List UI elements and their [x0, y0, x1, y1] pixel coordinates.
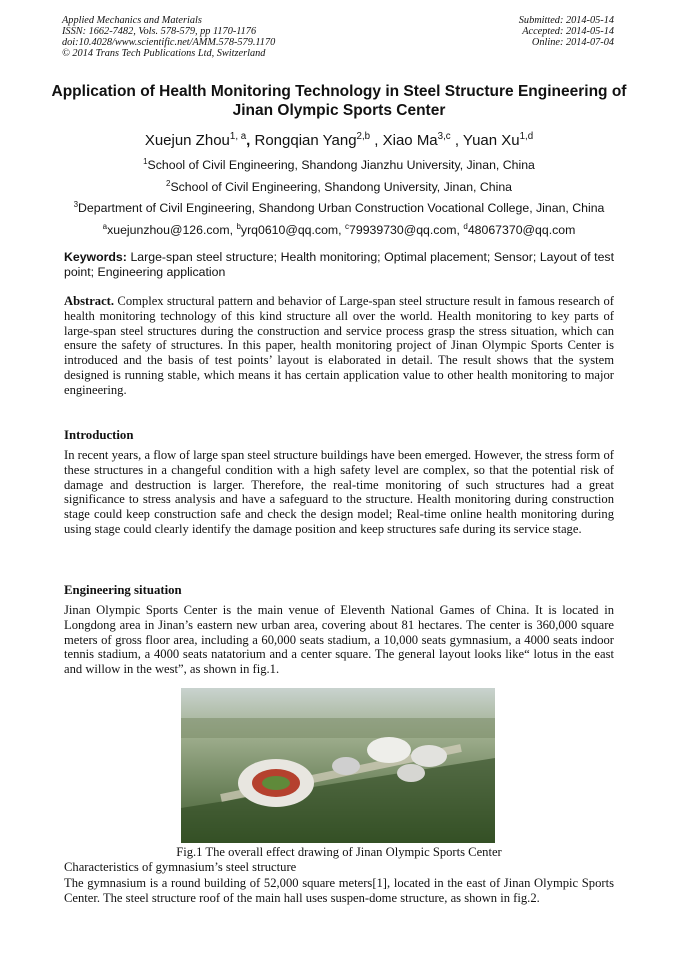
figure-caption: Fig.1 The overall effect drawing of Jinan Olympic Sports Center: [176, 845, 502, 859]
paper-title: Application of Health Monitoring Technology in Steel Structure Engineering of Jinan Olympic Sports Center: [51, 83, 627, 119]
figure-aerial-rendering: [181, 688, 495, 843]
keywords: [64, 250, 614, 280]
abstract-label: Abstract.: [64, 294, 115, 308]
online-date: Online: 2014-07-04: [531, 37, 614, 48]
email-sup: c: [345, 222, 350, 231]
author-name: Xiao Ma: [382, 132, 438, 149]
keywords-label: Keywords:: [64, 250, 127, 264]
author-sup: 2,b: [356, 131, 371, 142]
situation-paragraph: Jinan Olympic Sports Center is the main venue of Eleventh National Games of China. It is located in Longdong area in Jinan’s eastern new urban area, covering about 81 hectares. The center is 360,000 square meters of gross floor area, including a 60,000 seats stadium, a 10,000 seats gymnasium, a 4000 seats indoor tennis stadium, a 4000 seats natatorium and a center square. The general layout looks like“ lotus in the east and willow in the west”, as shown in fig.1.: [64, 603, 614, 677]
submitted-date: Submitted: 2014-05-14: [518, 15, 614, 26]
email: 48067370@qq.com: [467, 223, 576, 238]
dates: [519, 15, 614, 48]
author-name: Yuan Xu: [462, 132, 520, 149]
email-sup: d: [463, 222, 468, 231]
gym-paragraph: The gymnasium is a round building of 52,000 square meters[1], located in the east of Jinan Olympic Sports Center. The steel structure roof of the main hall uses suspen-dome structure, as shown in fig.2.: [64, 876, 614, 905]
subheading: Characteristics of gymnasium’s steel structure: [64, 860, 297, 874]
section-heading: Engineering situation: [64, 583, 182, 597]
affiliation: [20, 179, 658, 194]
journal-name: Applied Mechanics and Materials: [62, 15, 202, 26]
author-sup: 1,d: [519, 131, 534, 142]
email-sup: a: [102, 222, 108, 231]
emails: [20, 222, 658, 237]
email-sup: b: [236, 222, 241, 231]
email: 79939730@qq.com,: [349, 223, 464, 238]
affiliation: [20, 157, 658, 172]
aff-sup: 2: [166, 179, 171, 188]
doi: doi:10.4028/www.scientific.net/AMM.578-579.1170: [62, 37, 276, 48]
issn: ISSN: 1662-7482, Vols. 578-579, pp 1170-1176: [62, 26, 257, 37]
abstract: [64, 294, 614, 398]
authors: Xuejun Zhou$^{1, a}$, Rongqian Yang$^{2,b}$ , Xiao Ma$^{3,c}$ , Yuan Xu$^{1,d}$: [144, 131, 534, 149]
author-sup: 3,c: [437, 131, 451, 142]
email: yrq0610@qq.com,: [240, 223, 346, 238]
author-name: Rongqian Yang: [254, 132, 357, 149]
author-sup: 1, a: [229, 131, 247, 142]
accepted-date: Accepted: 2014-05-14: [522, 26, 614, 37]
aff-text: Department of Civil Engineering, Shandong Urban Construction Vocational College, Jinan, China: [78, 201, 605, 216]
abstract-text: Complex structural pattern and behavior of Large-span steel structure result in famous research of health monitoring technology of this kind structure all over the world. Health monitoring to key parts of large-span steel structures during the construction and service process grasp the stress situation, which can ensure the safety of structures. In this paper, health monitoring project of Jinan Olympic Sports Center is introduced and the basis of test points’ layout is elaborated in detail. The result shows that the system designed is running stable, which means it has certain application value to other health monitoring to major engineering.: [64, 294, 614, 397]
aff-sup: 3: [73, 200, 79, 209]
affiliation: [20, 200, 658, 215]
section-heading: Introduction: [64, 428, 134, 442]
aff-text: School of Civil Engineering, Shandong University, Jinan, China: [170, 180, 512, 195]
author-name: Xuejun Zhou: [144, 132, 230, 149]
email: xuejunzhou@126.com,: [107, 223, 237, 238]
keywords-text: Large-span steel structure; Health monitoring; Optimal placement; Sensor; Layout of test point; Engineering application: [64, 250, 614, 279]
aff-text: School of Civil Engineering, Shandong Jianzhu University, Jinan, China: [147, 158, 535, 173]
journal-info: [62, 15, 275, 59]
copyright: © 2014 Trans Tech Publications Ltd, Switzerland: [62, 48, 266, 59]
aff-sup: 1: [143, 157, 148, 166]
intro-paragraph: In recent years, a flow of large span steel structure buildings have been emerged. However, the stress form of these structures in a changeful condition with a high safety level are complex, so that the potential risk of damage and destruction is larger. Therefore, the real-time monitoring of such structures had a great significance to stress analysis and have a safeguard to the structure. Health monitoring during construction stage could keep construction safe and check the design model; Real-time online health monitoring during using stage could clearly identify the damage position and keep structures safe during its service stage.: [64, 448, 614, 536]
